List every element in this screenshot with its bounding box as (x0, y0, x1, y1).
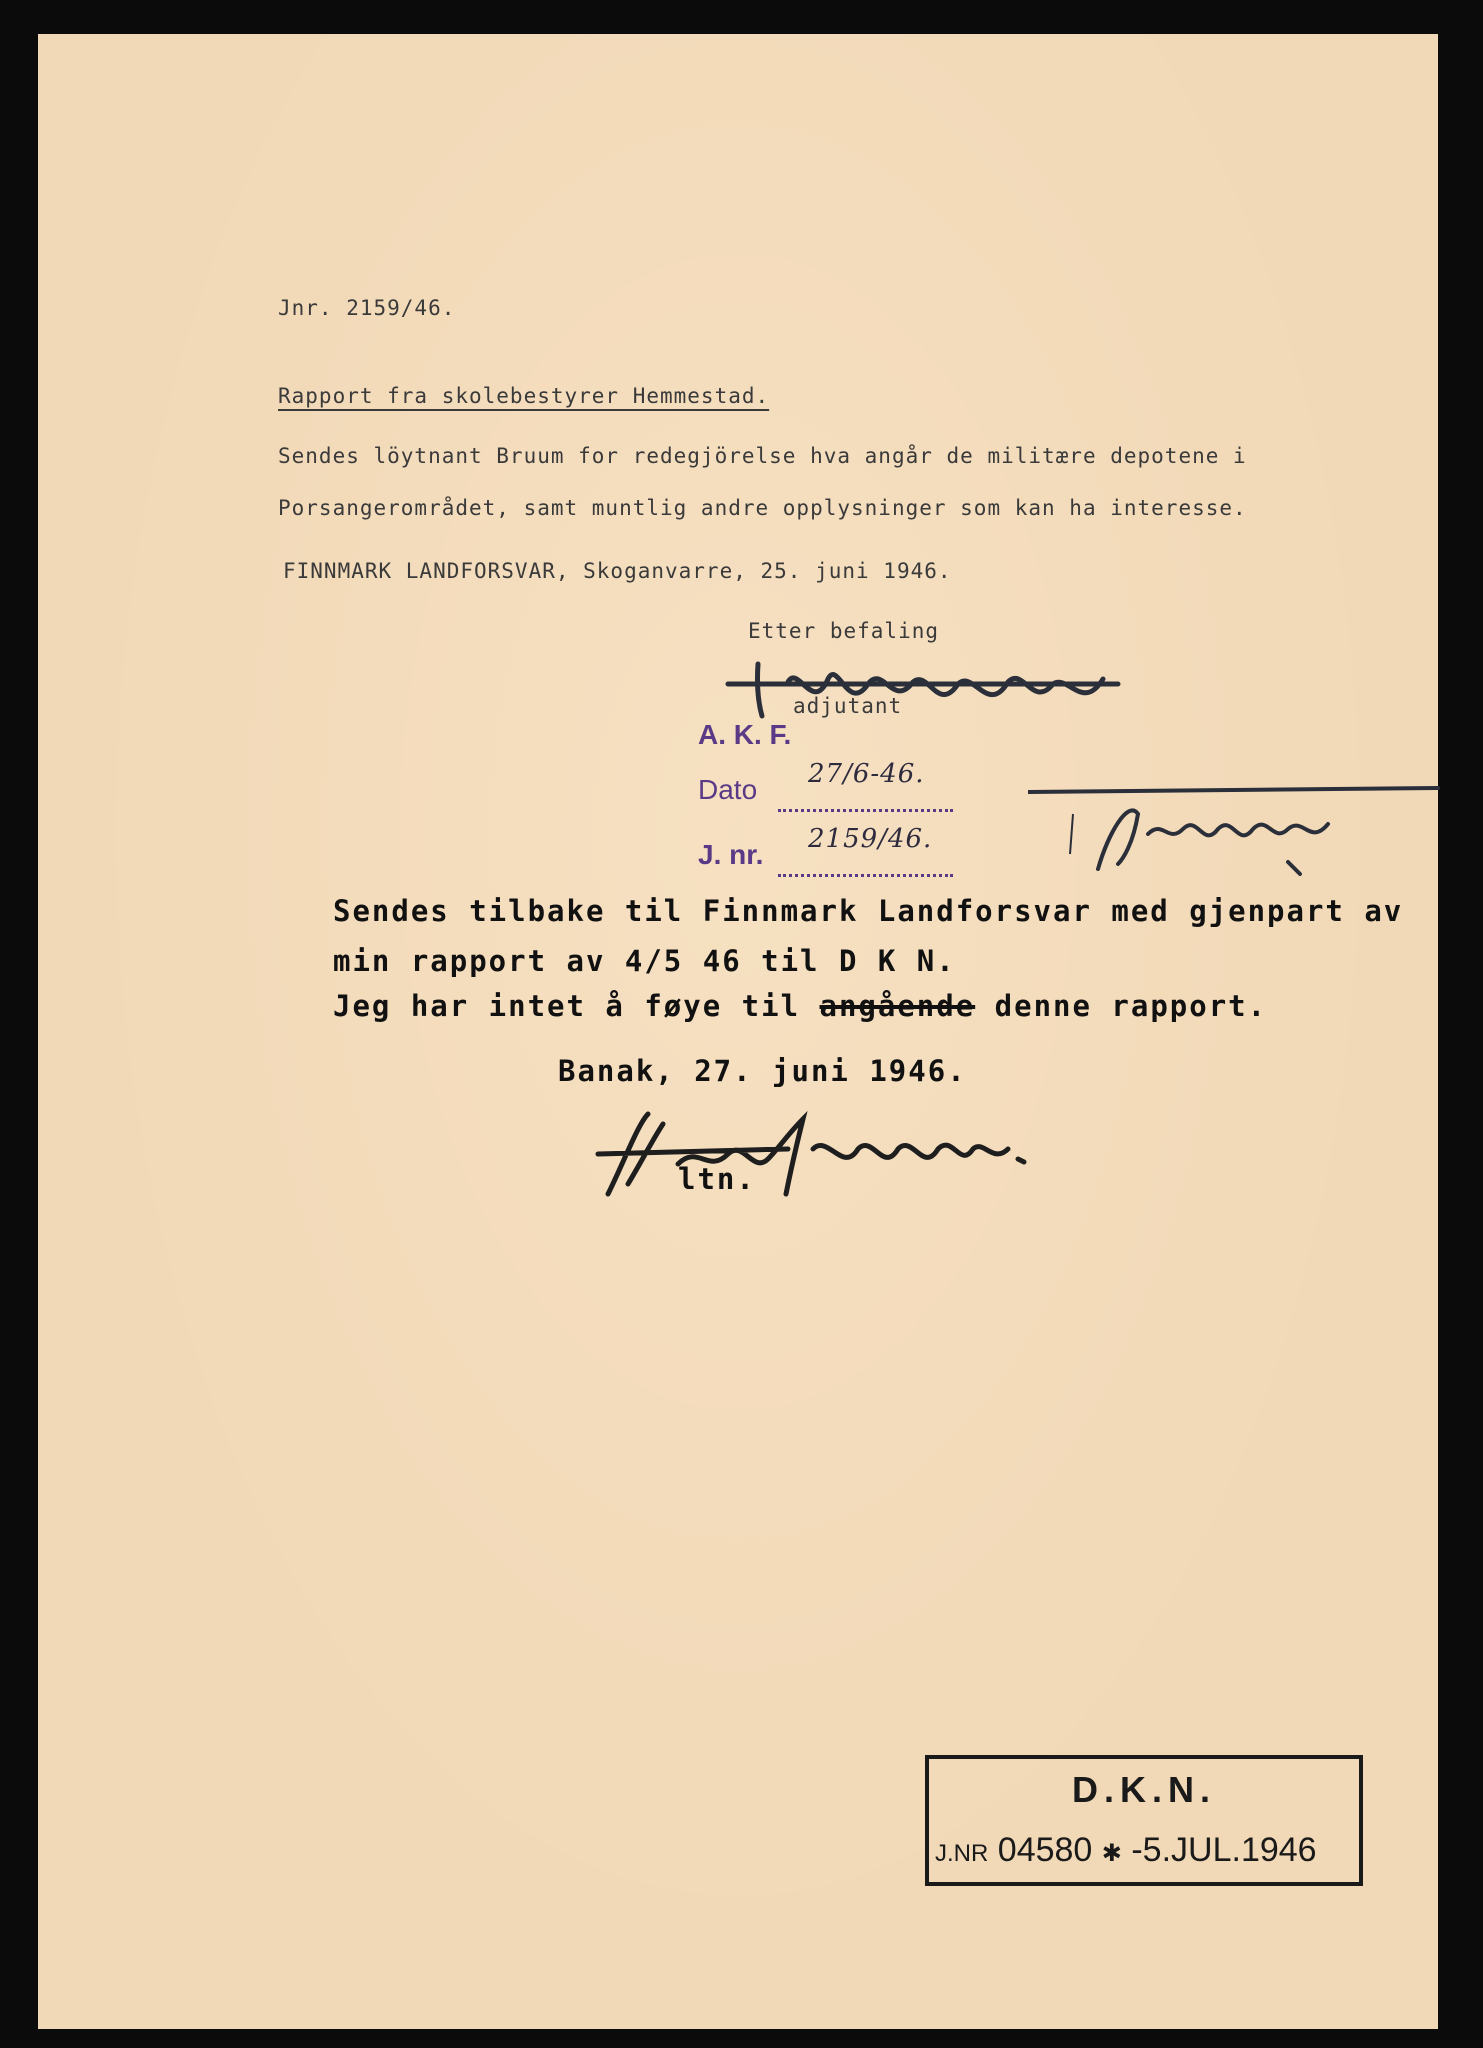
akf-jnr-dots (778, 859, 953, 883)
dkn-stamp-title: D.K.N. (1072, 1769, 1216, 1810)
struck-word: angående (819, 989, 976, 1023)
reply-place-date: Banak, 27. juni 1946. (558, 1054, 967, 1088)
reply-line-1: Sendes tilbake til Finnmark Landforsvar med gjenpart av (333, 894, 1404, 928)
subject-line: Rapport fra skolebestyrer Hemmestad. (278, 384, 770, 408)
document-page (38, 34, 1438, 2029)
akf-jnr-label: J. nr. (698, 839, 764, 870)
dkn-stamp-line: J.NR 04580 ✱ -5.JUL.1946 (935, 1831, 1317, 1869)
adjutant-signature (718, 654, 1138, 724)
rank-ltn: ltn. (678, 1162, 756, 1196)
body-line-2: Porsangerområdet, samt muntlig andre opplysninger som kan ha interesse. (278, 496, 1247, 520)
journal-number: Jnr. 2159/46. (278, 296, 456, 320)
akf-dato-dots (778, 794, 953, 818)
dkn-date: -5.JUL.1946 (1131, 1831, 1317, 1869)
by-order-text: Etter befaling (748, 619, 940, 643)
dkn-receipt-stamp (925, 1755, 1363, 1886)
akf-dato-value: 27/6-46. (808, 759, 925, 789)
adjutant-title: adjutant (793, 694, 903, 718)
akf-stamp-title: A. K. F. (698, 719, 792, 750)
body-line-1: Sendes löytnant Bruum for redegjörelse hva angår de militære depotene i (278, 444, 1247, 468)
akf-jnr-value: 2159/46. (808, 824, 933, 854)
akf-dato-label: Dato (698, 774, 758, 805)
right-signature (1028, 774, 1448, 884)
reply-line-3: Jeg har intet å føye til angående denne rapport. (333, 989, 1268, 1023)
place-date-line: FINNMARK LANDFORSVAR, Skoganvarre, 25. juni 1946. (283, 559, 952, 583)
dkn-number: 04580 (997, 1831, 1093, 1869)
reply-line-2: min rapport av 4/5 46 til D K N. (333, 944, 956, 978)
brunn-signature (588, 1104, 1048, 1204)
